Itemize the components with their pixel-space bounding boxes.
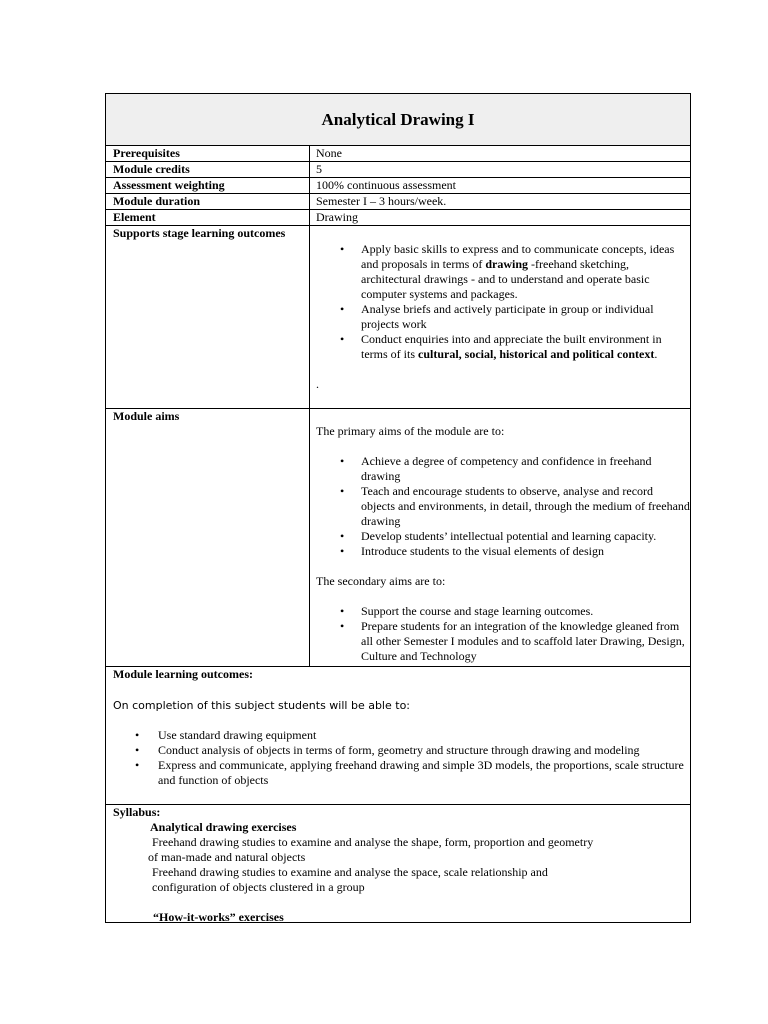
row-value: 100% continuous assessment [316, 178, 456, 192]
list-item: • Analyse briefs and actively participate in group or individual projects work [316, 302, 690, 332]
learning-outcomes-list [113, 728, 690, 788]
list-item: • Achieve a degree of competency and confidence in freehand drawing [316, 454, 690, 484]
stage-outcomes-list [316, 242, 690, 362]
syllabus-text: of man-made and natural objects [148, 850, 306, 864]
info-row-duration [106, 194, 690, 210]
learning-outcomes-heading: Module learning outcomes: [113, 667, 253, 681]
primary-aims-list [316, 454, 690, 559]
module-title: Analytical Drawing I [106, 94, 690, 146]
info-row-credits [106, 162, 690, 178]
secondary-aims-list [316, 604, 690, 664]
secondary-aims-intro: The secondary aims are to: [316, 574, 446, 588]
trailing-mark: . [316, 377, 319, 391]
row-value: 5 [316, 162, 322, 176]
list-item: • Support the course and stage learning outcomes. [316, 604, 690, 619]
list-item: • Develop students’ intellectual potential and learning capacity. [316, 529, 690, 544]
info-row-element [106, 210, 690, 226]
row-label: Assessment weighting [106, 178, 310, 193]
syllabus-heading: Syllabus: [113, 805, 161, 819]
row-label: Supports stage learning outcomes [106, 226, 310, 408]
module-aims-row [106, 409, 690, 667]
stage-outcomes-row [106, 226, 690, 409]
row-label: Module credits [106, 162, 310, 177]
row-label: Module duration [106, 194, 310, 209]
syllabus-subheading: “How-it-works” exercises [153, 910, 284, 924]
learning-outcomes-section [106, 667, 690, 805]
row-value: Drawing [316, 210, 358, 224]
syllabus-text: Freehand drawing studies to examine and analyse the space, scale relationship and [152, 865, 548, 879]
row-label: Module aims [106, 409, 310, 666]
row-label: Element [106, 210, 310, 225]
row-value: Semester I – 3 hours/week. [316, 194, 447, 208]
syllabus-text: configuration of objects clustered in a group [152, 880, 365, 894]
list-item: • Teach and encourage students to observe, analyse and record objects and environments, in detail, through the medium of freehand drawing [316, 484, 690, 529]
syllabus-subheading: Analytical drawing exercises [150, 820, 297, 834]
row-label: Prerequisites [106, 146, 310, 161]
list-item: • Conduct enquiries into and appreciate the built environment in terms of its cultural, social, historical and political context. [316, 332, 690, 362]
list-item: • Express and communicate, applying freehand drawing and simple 3D models, the proportions, scale structure and function of objects [113, 758, 690, 788]
list-item: • Apply basic skills to express and to communicate concepts, ideas and proposals in terms of drawing -freehand sketching, architectural drawings - and to understand and operate basic computer systems and packages. [316, 242, 690, 302]
list-item: • Introduce students to the visual elements of design [316, 544, 690, 559]
syllabus-text: Freehand drawing studies to examine and analyse the shape, form, proportion and geometry [152, 835, 594, 849]
info-row-prerequisites [106, 146, 690, 162]
list-item: • Prepare students for an integration of the knowledge gleaned from all other Semester I modules and to scaffold later Drawing, Design, Culture and Technology [316, 619, 690, 664]
list-item: • Use standard drawing equipment [113, 728, 690, 743]
row-value: None [316, 146, 342, 160]
list-item: • Conduct analysis of objects in terms of form, geometry and structure through drawing and modeling [113, 743, 690, 758]
syllabus-section [106, 805, 690, 925]
primary-aims-intro: The primary aims of the module are to: [316, 424, 505, 438]
info-row-assessment [106, 178, 690, 194]
learning-outcomes-intro: On completion of this subject students will be able to: [113, 699, 411, 712]
module-descriptor-table [105, 93, 691, 923]
